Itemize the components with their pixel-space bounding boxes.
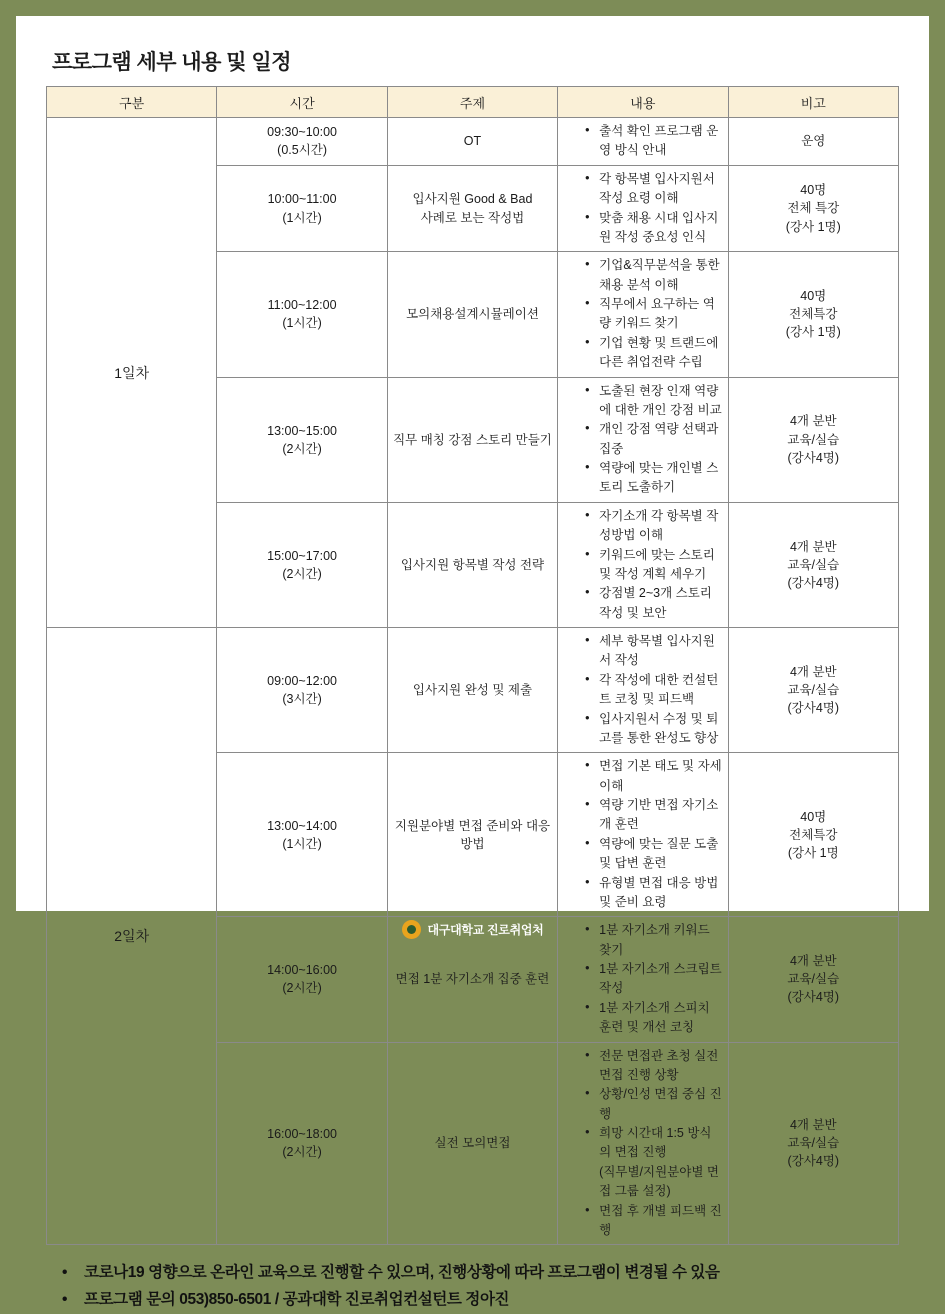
- time-cell: 14:00~16:00 (2시간): [217, 917, 387, 1042]
- topic-cell: 입사지원 항목별 작성 전략: [387, 502, 557, 627]
- topic-cell: 직무 매칭 강점 스토리 만들기: [387, 377, 557, 502]
- content-bullet: • 입사지원서 수정 및 퇴고를 통한 완성도 향상: [585, 710, 722, 749]
- topic-cell: 입사지원 완성 및 제출: [387, 628, 557, 753]
- content-bullet: • 세부 항목별 입사지원서 작성: [585, 632, 722, 671]
- content-bullet: • 키워드에 맞는 스토리 및 작성 계획 세우기: [585, 546, 722, 585]
- table-body: [47, 118, 899, 1245]
- topic-cell: OT: [387, 118, 557, 166]
- content-bullet: • 1분 자기소개 스피치 훈련 및 개선 코칭: [585, 999, 722, 1038]
- col-header-topic: 주제: [387, 87, 557, 118]
- content-cell: [558, 753, 728, 917]
- content-bullet: • 면접 기본 태도 및 자세 이해: [585, 757, 722, 796]
- topic-cell: 입사지원 Good & Bad 사례로 보는 작성법: [387, 165, 557, 252]
- content-bullet: • 1분 자기소개 키워드 찾기: [585, 921, 722, 960]
- note-cell: 4개 분반 교육/실습 (강사4명): [728, 502, 898, 627]
- content-bullet: • 역량에 맞는 질문 도출 및 답변 훈련: [585, 835, 722, 874]
- content-cell: [558, 1042, 728, 1245]
- content-cell: [558, 118, 728, 166]
- topic-cell: 지원분야별 면접 준비와 대응 방법: [387, 753, 557, 917]
- time-cell: 10:00~11:00 (1시간): [217, 165, 387, 252]
- time-cell: 11:00~12:00 (1시간): [217, 252, 387, 377]
- table-row: [47, 118, 899, 166]
- content-cell: [558, 502, 728, 627]
- time-cell: 09:30~10:00 (0.5시간): [217, 118, 387, 166]
- content-bullet: • 희망 시간대 1:5 방식의 면접 진행: [585, 1124, 722, 1163]
- content-bullet: • 자기소개 각 항목별 작성방법 이해: [585, 507, 722, 546]
- col-header-division: 구분: [47, 87, 217, 118]
- content-cell: [558, 252, 728, 377]
- content-bullet: • 출석 확인 프로그램 운영 방식 안내: [585, 122, 722, 161]
- content-bullet: • 개인 강점 역량 선택과 집중: [585, 420, 722, 459]
- day-cell: 2일차: [47, 628, 217, 1245]
- col-header-note: 비고: [728, 87, 898, 118]
- note-cell: 4개 분반 교육/실습 (강사4명): [728, 1042, 898, 1245]
- content-bullet: (직무별/지원분야별 면접 그룹 설정): [599, 1164, 719, 1199]
- content-cell: [558, 165, 728, 252]
- note-cell: 운영: [728, 118, 898, 166]
- table-header-row: [47, 87, 899, 118]
- brand-label: 대구대학교 진로취업처: [427, 923, 544, 937]
- content-cell: [558, 628, 728, 753]
- topic-cell: 실전 모의면접: [387, 1042, 557, 1245]
- time-cell: 15:00~17:00 (2시간): [217, 502, 387, 627]
- note-cell: 40명 전체특강 (강사 1명: [728, 753, 898, 917]
- note-cell: 4개 분반 교육/실습 (강사4명): [728, 917, 898, 1042]
- content-bullet: • 기업&직무분석을 통한 채용 분석 이해: [585, 256, 722, 295]
- content-cell: [558, 377, 728, 502]
- note-cell: 4개 분반 교육/실습 (강사4명): [728, 628, 898, 753]
- content-bullet: • 전문 면접관 초청 실전 면접 진행 상황: [585, 1047, 722, 1086]
- footnote-item: • 프로그램 문의 053)850-6501 / 공과대학 진로취업컨설턴트 정아진: [50, 1286, 899, 1313]
- col-header-content: 내용: [558, 87, 728, 118]
- footnote-item: • 코로나19 영향으로 온라인 교육으로 진행할 수 있으며, 진행상황에 따라 프로그램이 변경될 수 있음: [50, 1259, 899, 1286]
- day-cell: 1일차: [47, 118, 217, 628]
- footnotes: [50, 1259, 899, 1313]
- content-bullet: • 도출된 현장 인재 역량에 대한 개인 강점 비교: [585, 382, 722, 421]
- time-cell: 16:00~18:00 (2시간): [217, 1042, 387, 1245]
- note-cell: 40명 전체 특강 (강사 1명): [728, 165, 898, 252]
- circle-emblem-icon: [402, 920, 421, 939]
- col-header-time: 시간: [217, 87, 387, 118]
- content-bullet: • 역량 기반 면접 자기소개 훈련: [585, 796, 722, 835]
- note-cell: 4개 분반 교육/실습 (강사4명): [728, 377, 898, 502]
- time-cell: 09:00~12:00 (3시간): [217, 628, 387, 753]
- content-bullet: • 유형별 면접 대응 방법 및 준비 요령: [585, 874, 722, 913]
- topic-cell: 면접 1분 자기소개 집중 훈련: [387, 917, 557, 1042]
- table-header: [47, 87, 899, 118]
- content-bullet: • 면접 후 개별 피드백 진행: [585, 1202, 722, 1241]
- content-bullet: • 각 작성에 대한 컨설턴트 코칭 및 피드백: [585, 671, 722, 710]
- page-title: 프로그램 세부 내용 및 일정: [52, 51, 291, 74]
- content-bullet: • 강점별 2~3개 스토리 작성 및 보안: [585, 584, 722, 623]
- content-bullet: • 기업 현황 및 트랜드에 다른 취업전략 수립: [585, 334, 722, 373]
- time-cell: 13:00~14:00 (1시간): [217, 753, 387, 917]
- content-bullet: • 1분 자기소개 스크립트 작성: [585, 960, 722, 999]
- schedule-table: [46, 86, 899, 1245]
- content-bullet: • 맞춤 채용 시대 입사지원 작성 중요성 인식: [585, 209, 722, 248]
- content-bullet: • 상황/인성 면접 중심 진행: [585, 1085, 722, 1124]
- content-bullet: • 역량에 맞는 개인별 스토리 도출하기: [585, 459, 722, 498]
- table-row: [47, 628, 899, 753]
- content-bullet: • 직무에서 요구하는 역량 키워드 찾기: [585, 295, 722, 334]
- content-bullet: • 각 항목별 입사지원서 작성 요령 이해: [585, 170, 722, 209]
- note-cell: 40명 전체특강 (강사 1명): [728, 252, 898, 377]
- topic-cell: 모의채용설계시뮬레이션: [387, 252, 557, 377]
- time-cell: 13:00~15:00 (2시간): [217, 377, 387, 502]
- brand-bar: [0, 920, 945, 939]
